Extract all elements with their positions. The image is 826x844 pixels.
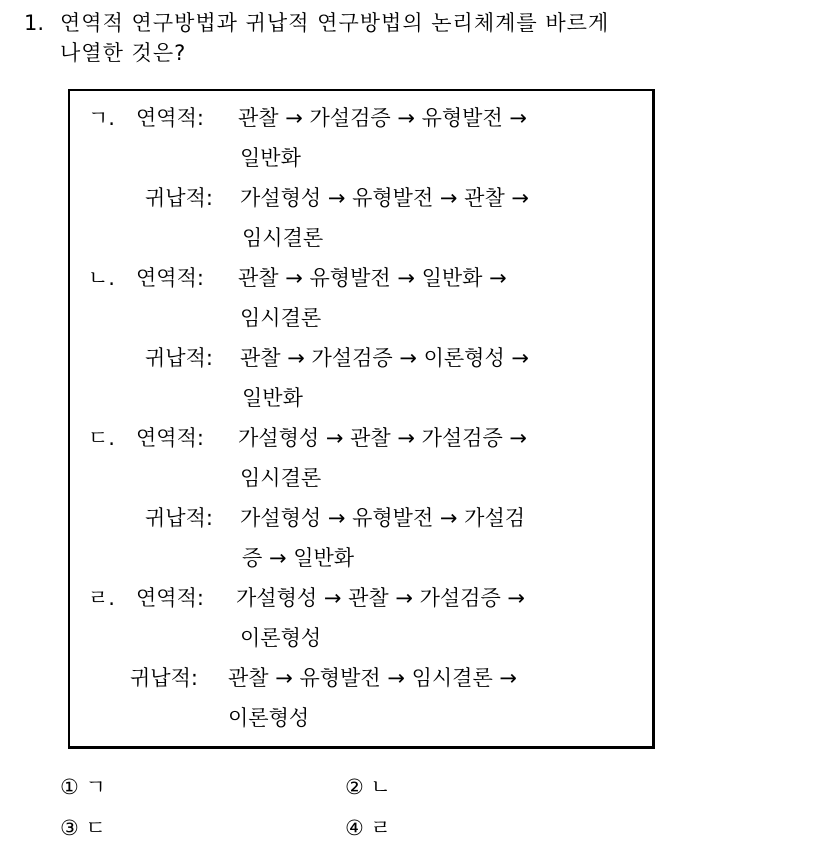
question-number: 1. xyxy=(24,11,45,35)
item-marker: ㄹ. xyxy=(88,586,115,610)
deductive-line: 임시결론 xyxy=(240,306,322,330)
choice-text: ㄱ xyxy=(85,775,106,799)
choice-2[interactable] xyxy=(345,772,391,802)
inductive-label: 귀납적: xyxy=(145,186,213,210)
choice-3[interactable] xyxy=(60,813,106,843)
deductive-line: 가설형성 → 관찰 → 가설검증 → xyxy=(236,586,526,610)
choice-1[interactable] xyxy=(60,772,106,802)
item-marker: ㄴ. xyxy=(88,266,115,290)
question-text-line2: 나열한 것은? xyxy=(60,41,187,65)
choice-number: ④ xyxy=(345,816,364,840)
choice-text: ㄹ xyxy=(370,816,391,840)
choice-number: ③ xyxy=(60,816,79,840)
deductive-label: 연역적: xyxy=(136,426,204,450)
inductive-line: 임시결론 xyxy=(242,226,324,250)
inductive-label: 귀납적: xyxy=(130,666,198,690)
item-marker: ㄱ. xyxy=(88,106,115,130)
choice-number: ① xyxy=(60,775,79,799)
deductive-line: 관찰 → 유형발전 → 일반화 → xyxy=(238,266,507,290)
deductive-line: 임시결론 xyxy=(240,466,322,490)
inductive-line: 관찰 → 가설검증 → 이론형성 → xyxy=(240,346,530,370)
item-marker: ㄷ. xyxy=(88,426,115,450)
choice-text: ㄴ xyxy=(370,775,391,799)
deductive-line: 가설형성 → 관찰 → 가설검증 → xyxy=(238,426,528,450)
inductive-line: 가설형성 → 유형발전 → 관찰 → xyxy=(240,186,530,210)
inductive-line: 일반화 xyxy=(242,386,303,410)
deductive-line: 일반화 xyxy=(240,146,301,170)
inductive-line: 가설형성 → 유형발전 → 가설검 xyxy=(240,506,526,530)
choice-text: ㄷ xyxy=(85,816,106,840)
deductive-label: 연역적: xyxy=(136,106,204,130)
choice-4[interactable] xyxy=(345,813,391,843)
deductive-label: 연역적: xyxy=(136,266,204,290)
inductive-line: 관찰 → 유형발전 → 임시결론 → xyxy=(228,666,518,690)
inductive-line: 증 → 일반화 xyxy=(242,546,355,570)
choice-number: ② xyxy=(345,775,364,799)
deductive-line: 관찰 → 가설검증 → 유형발전 → xyxy=(238,106,528,130)
inductive-line: 이론형성 xyxy=(228,706,310,730)
question-text-line1: 연역적 연구방법과 귀납적 연구방법의 논리체계를 바르게 xyxy=(60,11,610,35)
inductive-label: 귀납적: xyxy=(145,506,213,530)
inductive-label: 귀납적: xyxy=(145,346,213,370)
deductive-line: 이론형성 xyxy=(240,626,322,650)
deductive-label: 연역적: xyxy=(136,586,204,610)
